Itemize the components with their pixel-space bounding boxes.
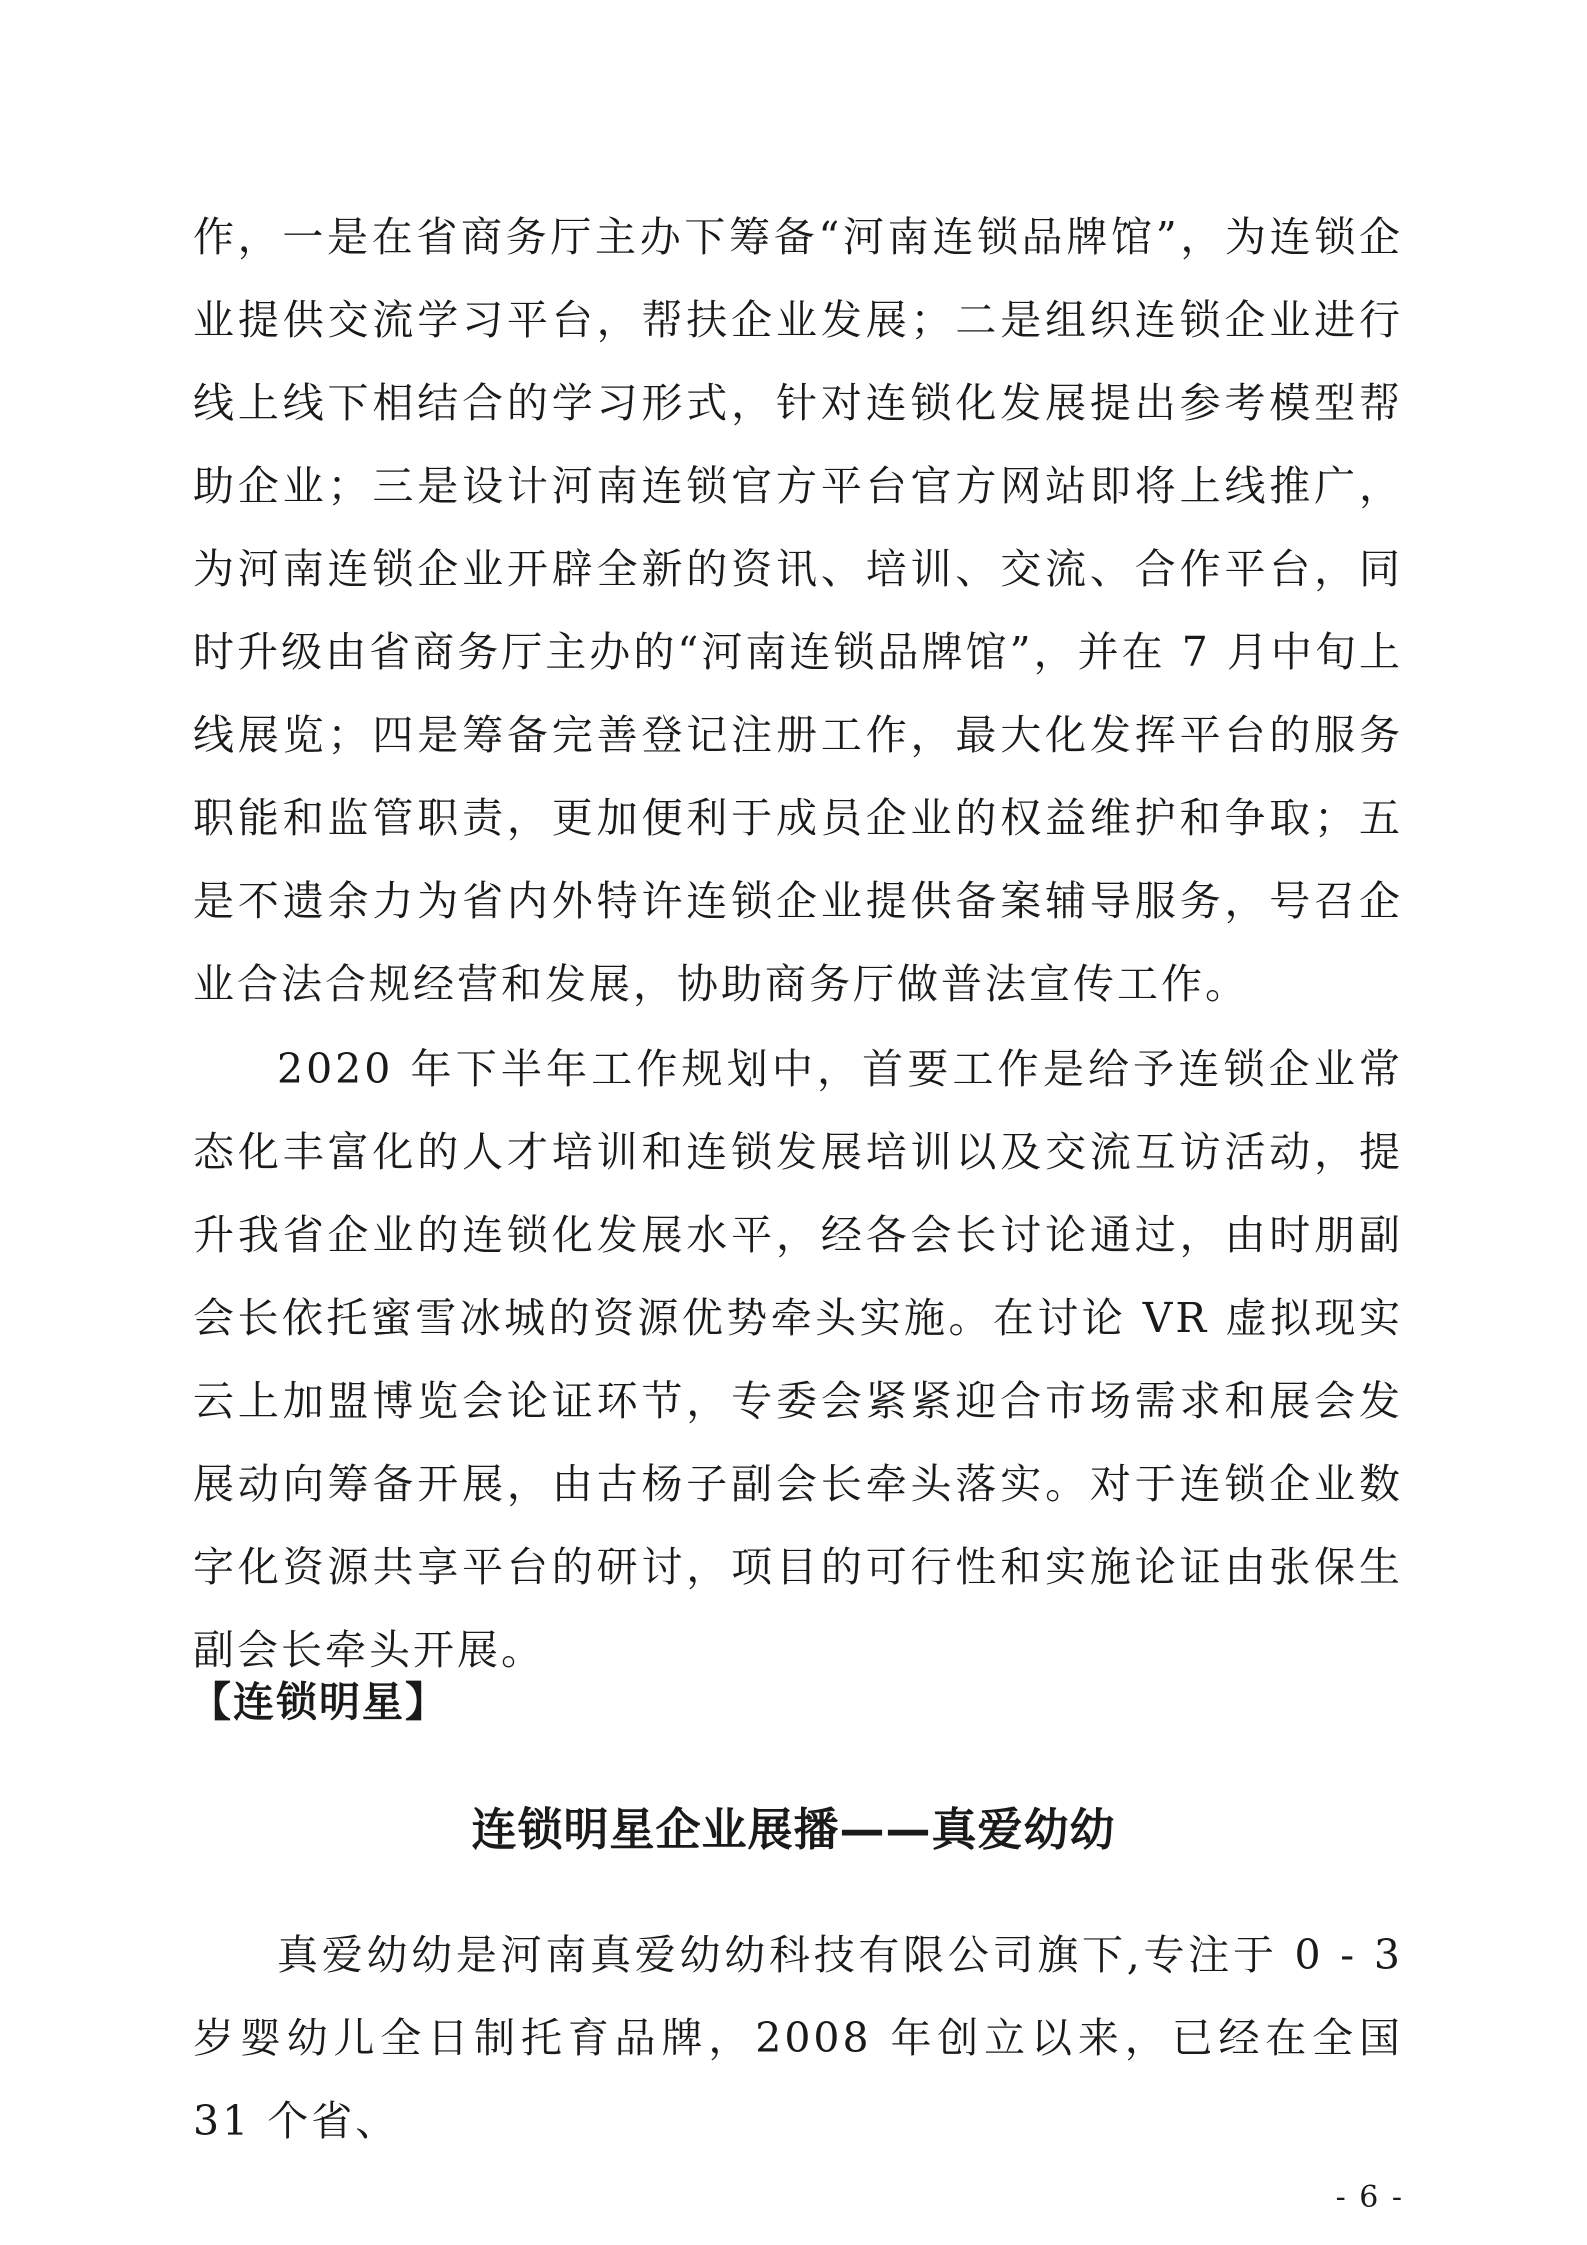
page-number: - 6 - (1335, 2180, 1404, 2215)
article-title: 连锁明星企业展播——真爱幼幼 (471, 1803, 1116, 1856)
paragraph-company-intro: 真爱幼幼是河南真爱幼幼科技有限公司旗下,专注于 0 - 3 岁婴幼儿全日制托育品牌，2008 年创立以来，已经在全国 31 个省、 (193, 1931, 1403, 2145)
paragraph-work-summary: 作，一是在省商务厅主办下筹备“河南连锁品牌馆”，为连锁企业提供交流学习平台，帮扶企业发展；二是组织连锁企业进行线上线下相结合的学习形式，针对连锁化发展提出参考模型帮助企业；三是设计河南连锁官方平台官方网站即将上线推广，为河南连锁企业开辟全新的资讯、培训、交流、合作平台，同时升级由省商务厅主办的“河南连锁品牌馆”，并在 7 月中旬上线展览；四是筹备完善登记注册工作，最大化发挥平台的服务职能和监管职责，更加便利于成员企业的权益维护和争取；五是不遗余力为省内外特许连锁企业提供备案辅导服务，号召企业合法合规经营和发展，协助商务厅做普法宣传工作。 (193, 213, 1403, 1008)
paragraph-work-plan: 2020 年下半年工作规划中，首要工作是给予连锁企业常态化丰富化的人才培训和连锁发展培训以及交流互访活动，提升我省企业的连锁化发展水平，经各会长讨论通过，由时朋副会长依托蜜雪冰城的资源优势牵头实施。在讨论 VR 虚拟现实云上加盟博览会论证环节，专委会紧紧迎合市场需求和展会发展动向筹备开展，由古杨子副会长牵头落实。对于连锁企业数字化资源共享平台的研讨，项目的可行性和实施论证由张保生副会长牵头开展。 (193, 1045, 1403, 1674)
section-label: 【连锁明星】 (190, 1678, 448, 1726)
